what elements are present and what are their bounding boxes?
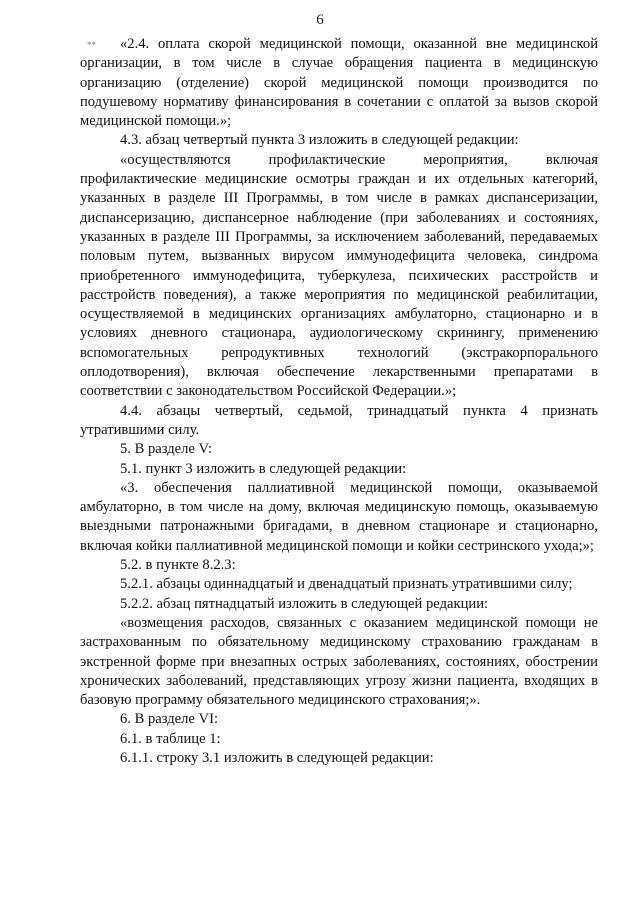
paragraph: 4.3. абзац четвертый пункта 3 изложить в следующей редакции: — [120, 132, 519, 149]
document-body — [80, 35, 598, 768]
paragraph: 6. В разделе VI: — [120, 711, 219, 728]
paragraph: 5.2. в пункте 8.2.3: — [120, 557, 236, 574]
paragraph: 4.4. абзацы четвертый, седьмой, тринадцатый пункта 4 признать утратившими силу. — [80, 402, 598, 438]
paragraph: 6.1.1. строку 3.1 изложить в следующей редакции: — [120, 749, 434, 766]
paragraph: «возмещения расходов, связанных с оказанием медицинской помощи не застрахованным по обязательному медицинскому страхованию гражданам в экстренной форме при внезапных острых заболеваниях, состояниях, обострении хронических заболеваний, представляющих угрозу жизни пациента, входящих в базовую программу обязательного медицинского страхования;». — [80, 614, 598, 709]
page-number: 6 — [316, 12, 324, 28]
paragraph: «осуществляются профилактические мероприятия, включая профилактические медицинские осмотры граждан и их отдельных категорий, указанных в разделе III Программы, в том числе в рамках диспансеризации, диспансеризацию, диспансерное наблюдение (при заболеваниях и состояниях, указанных в разделе III Программы, за исключением заболеваний, передаваемых половым путем, вызванных вирусом иммунодефицита человека, синдрома приобретенного иммунодефицита, туберкулеза, психических расстройств и расстройств поведения), а также мероприятия по медицинской реабилитации, осуществляемой в медицинских организациях амбулаторно, стационарно и в условиях дневного стационара, аудиологическому скринингу, применению вспомогательных репродуктивных технологий (экстракорпорального оплодотворения), включая обеспечение лекарственными препаратами в соответствии с законодательством Российской Федерации.»; — [80, 151, 598, 400]
paragraph: 6.1. в таблице 1: — [120, 730, 221, 747]
paragraph: 5.1. пункт 3 изложить в следующей редакции: — [120, 460, 407, 477]
paragraph: «2.4. оплата скорой медицинской помощи, оказанной вне медицинской организации, в том числе в случае обращения пациента в медицинскую организацию (отделение) скорой медицинской помощи производится по подушевому нормативу финансирования в сочетании с оплатой за вызов скорой медицинской помощи.»; — [80, 36, 598, 130]
scan-mark: ** — [87, 40, 96, 50]
paragraph: 5. В разделе V: — [120, 441, 213, 458]
paragraph: 5.2.2. абзац пятнадцатый изложить в следующей редакции: — [120, 595, 489, 612]
paragraph: «3. обеспечения паллиативной медицинской помощи, оказываемой амбулаторно, в том числе на дому, включая медицинскую помощь, оказываемую выездными патронажными бригадами, в дневном стационаре и стационарно, включая койки паллиативной медицинской помощи и койки сестринского ухода;»; — [80, 479, 598, 554]
paragraph: 5.2.1. абзацы одиннадцатый и двенадцатый признать утратившими силу; — [120, 576, 573, 593]
